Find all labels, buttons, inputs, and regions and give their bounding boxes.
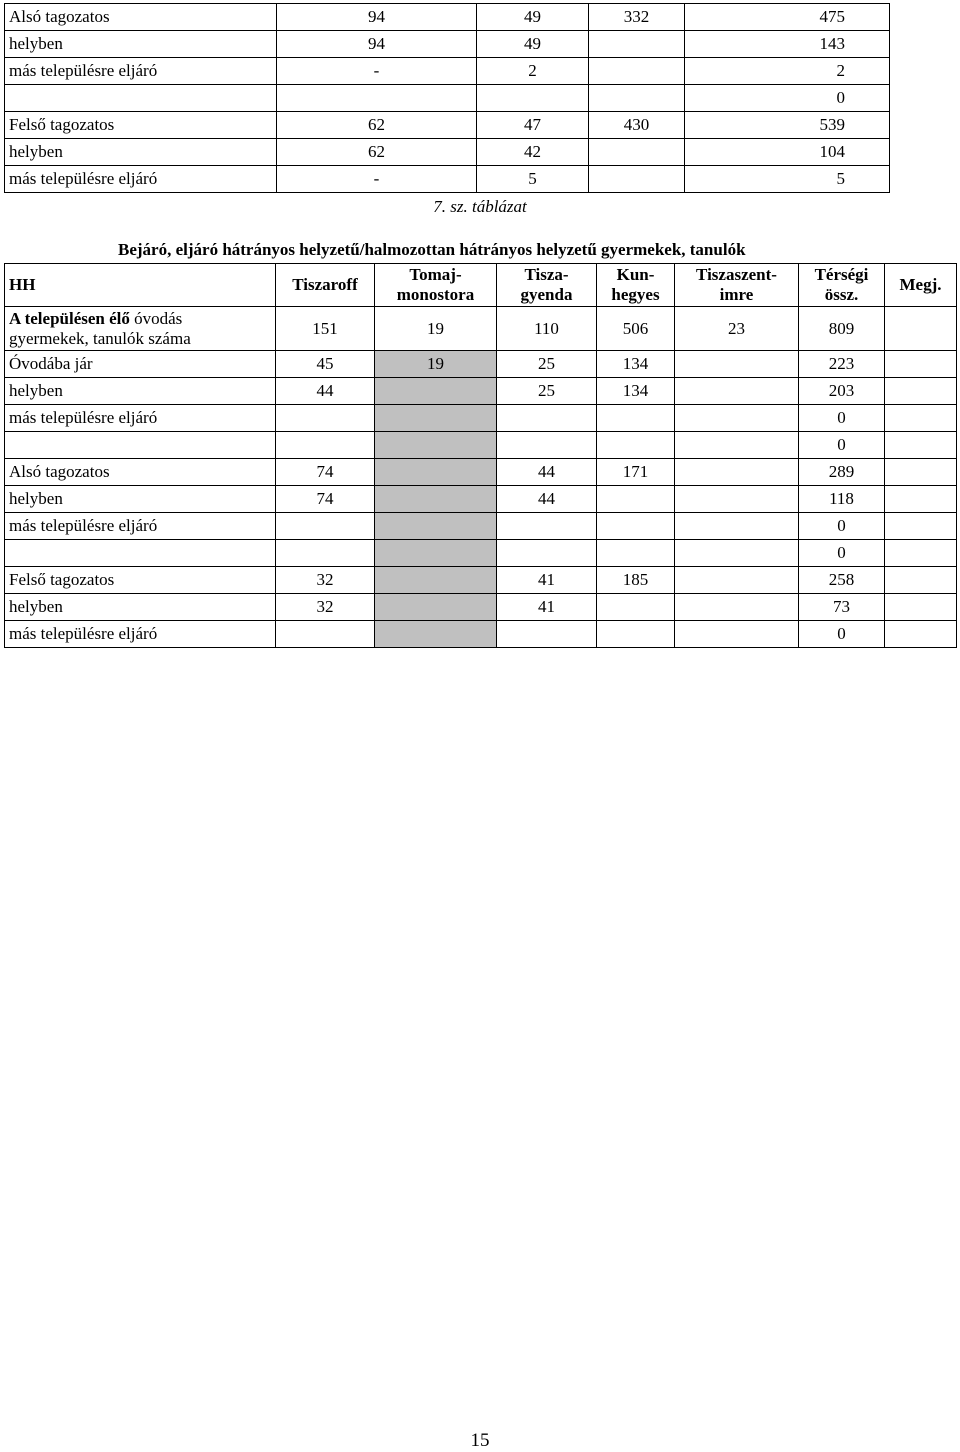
note-cell — [885, 307, 957, 351]
note-cell — [885, 513, 957, 540]
cell — [375, 567, 497, 594]
cell — [675, 621, 799, 648]
cell: 118 — [799, 486, 885, 513]
cell: 430 — [589, 112, 685, 139]
cell: 0 — [685, 85, 890, 112]
header-tersegi-ossz: Térségi össz. — [799, 264, 885, 307]
cell — [276, 513, 375, 540]
cell: 25 — [497, 378, 597, 405]
cell — [597, 540, 675, 567]
cell: 94 — [277, 31, 477, 58]
row-label: más településre eljáró — [5, 166, 277, 193]
table-row — [5, 432, 957, 459]
note-cell — [885, 594, 957, 621]
cell — [276, 432, 375, 459]
table-row — [5, 405, 957, 432]
table-row — [5, 4, 890, 31]
table-row — [5, 31, 890, 58]
row-label: Alsó tagozatos — [5, 459, 276, 486]
cell: 134 — [597, 378, 675, 405]
row-label: helyben — [5, 486, 276, 513]
cell — [589, 58, 685, 85]
cell: 44 — [276, 378, 375, 405]
cell: 32 — [276, 567, 375, 594]
table-title: Bejáró, eljáró hátrányos helyzetű/halmozottan hátrányos helyzetű gyermekek, tanulók — [118, 240, 746, 259]
table-caption: 7. sz. táblázat — [433, 197, 527, 216]
cell — [597, 432, 675, 459]
cell: 2 — [685, 58, 890, 85]
cell — [497, 621, 597, 648]
cell — [276, 405, 375, 432]
cell: 104 — [685, 139, 890, 166]
header-row — [5, 264, 957, 307]
note-cell — [885, 378, 957, 405]
cell: 289 — [799, 459, 885, 486]
table-row — [5, 58, 890, 85]
row-label: Felső tagozatos — [5, 567, 276, 594]
cell — [276, 621, 375, 648]
cell — [675, 567, 799, 594]
cell — [589, 166, 685, 193]
row-label: helyben — [5, 31, 277, 58]
cell: 23 — [675, 307, 799, 351]
row-label — [5, 540, 276, 567]
cell — [589, 139, 685, 166]
cell — [675, 540, 799, 567]
cell: 258 — [799, 567, 885, 594]
page-number: 15 — [470, 1430, 490, 1451]
table-row — [5, 112, 890, 139]
header-tiszaszentimre: Tiszaszent- imre — [675, 264, 799, 307]
row-label: helyben — [5, 378, 276, 405]
note-cell — [885, 459, 957, 486]
table-row — [5, 486, 957, 513]
table-row — [5, 139, 890, 166]
row-label: Alsó tagozatos — [5, 4, 277, 31]
table-row — [5, 513, 957, 540]
cell — [497, 405, 597, 432]
row-label — [5, 432, 276, 459]
cell: 143 — [685, 31, 890, 58]
cell: 19 — [375, 351, 497, 378]
cell — [477, 85, 589, 112]
cell: 62 — [277, 112, 477, 139]
row-label: Óvodába jár — [5, 351, 276, 378]
cell: 171 — [597, 459, 675, 486]
table-row — [5, 351, 957, 378]
cell: 5 — [477, 166, 589, 193]
cell — [497, 513, 597, 540]
cell: 2 — [477, 58, 589, 85]
header-tiszaroff: Tiszaroff — [276, 264, 375, 307]
table-row — [5, 594, 957, 621]
cell — [675, 351, 799, 378]
cell — [375, 486, 497, 513]
row-label: helyben — [5, 139, 277, 166]
cell: - — [277, 58, 477, 85]
cell — [597, 405, 675, 432]
table-row — [5, 378, 957, 405]
cell: 134 — [597, 351, 675, 378]
note-cell — [885, 567, 957, 594]
cell: 506 — [597, 307, 675, 351]
disadvantaged-children-table — [4, 263, 957, 648]
cell: 47 — [477, 112, 589, 139]
header-kunhegyes: Kun- hegyes — [597, 264, 675, 307]
cell — [375, 378, 497, 405]
table-row — [5, 567, 957, 594]
table-row — [5, 166, 890, 193]
cell — [276, 540, 375, 567]
cell: 41 — [497, 567, 597, 594]
cell — [589, 85, 685, 112]
cell: 73 — [799, 594, 885, 621]
cell: 539 — [685, 112, 890, 139]
cell: 25 — [497, 351, 597, 378]
cell: 41 — [497, 594, 597, 621]
cell: 44 — [497, 459, 597, 486]
table-row — [5, 540, 957, 567]
note-cell — [885, 486, 957, 513]
cell — [375, 405, 497, 432]
row-label: A településen élő óvodás gyermekek, tanulók száma — [5, 307, 276, 351]
cell — [675, 378, 799, 405]
cell — [375, 540, 497, 567]
cell — [497, 432, 597, 459]
cell: 332 — [589, 4, 685, 31]
cell — [375, 459, 497, 486]
cell — [675, 513, 799, 540]
cell: 49 — [477, 31, 589, 58]
cell: 0 — [799, 432, 885, 459]
table-row — [5, 459, 957, 486]
cell: 223 — [799, 351, 885, 378]
cell — [597, 594, 675, 621]
cell: 809 — [799, 307, 885, 351]
cell — [375, 594, 497, 621]
header-tomajmonostora: Tomaj- monostora — [375, 264, 497, 307]
table-row — [5, 85, 890, 112]
cell — [675, 405, 799, 432]
cell: 45 — [276, 351, 375, 378]
cell — [597, 513, 675, 540]
cell: 49 — [477, 4, 589, 31]
cell: 151 — [276, 307, 375, 351]
cell: 5 — [685, 166, 890, 193]
cell — [375, 432, 497, 459]
cell — [277, 85, 477, 112]
table-continued — [4, 3, 890, 193]
cell — [675, 486, 799, 513]
row-label: más településre eljáró — [5, 405, 276, 432]
row-label: más településre eljáró — [5, 621, 276, 648]
cell: 94 — [277, 4, 477, 31]
note-cell — [885, 540, 957, 567]
cell — [675, 459, 799, 486]
cell: 475 — [685, 4, 890, 31]
cell: - — [277, 166, 477, 193]
table-row-total — [5, 307, 957, 351]
cell: 0 — [799, 513, 885, 540]
note-cell — [885, 621, 957, 648]
header-hh: HH — [5, 264, 276, 307]
cell: 32 — [276, 594, 375, 621]
row-label: Felső tagozatos — [5, 112, 277, 139]
cell — [497, 540, 597, 567]
cell: 0 — [799, 621, 885, 648]
cell — [375, 621, 497, 648]
note-cell — [885, 351, 957, 378]
cell — [589, 31, 685, 58]
header-tiszagyenda: Tisza- gyenda — [497, 264, 597, 307]
cell: 203 — [799, 378, 885, 405]
row-label: helyben — [5, 594, 276, 621]
cell: 110 — [497, 307, 597, 351]
cell: 62 — [277, 139, 477, 166]
cell — [675, 432, 799, 459]
cell: 42 — [477, 139, 589, 166]
cell: 74 — [276, 459, 375, 486]
cell — [597, 486, 675, 513]
cell: 74 — [276, 486, 375, 513]
table-row — [5, 621, 957, 648]
cell — [597, 621, 675, 648]
note-cell — [885, 405, 957, 432]
cell: 0 — [799, 405, 885, 432]
cell — [375, 513, 497, 540]
cell: 19 — [375, 307, 497, 351]
cell: 44 — [497, 486, 597, 513]
row-label: más településre eljáró — [5, 58, 277, 85]
row-label — [5, 85, 277, 112]
header-megj: Megj. — [885, 264, 957, 307]
row-label: más településre eljáró — [5, 513, 276, 540]
cell — [675, 594, 799, 621]
cell: 185 — [597, 567, 675, 594]
cell: 0 — [799, 540, 885, 567]
note-cell — [885, 432, 957, 459]
